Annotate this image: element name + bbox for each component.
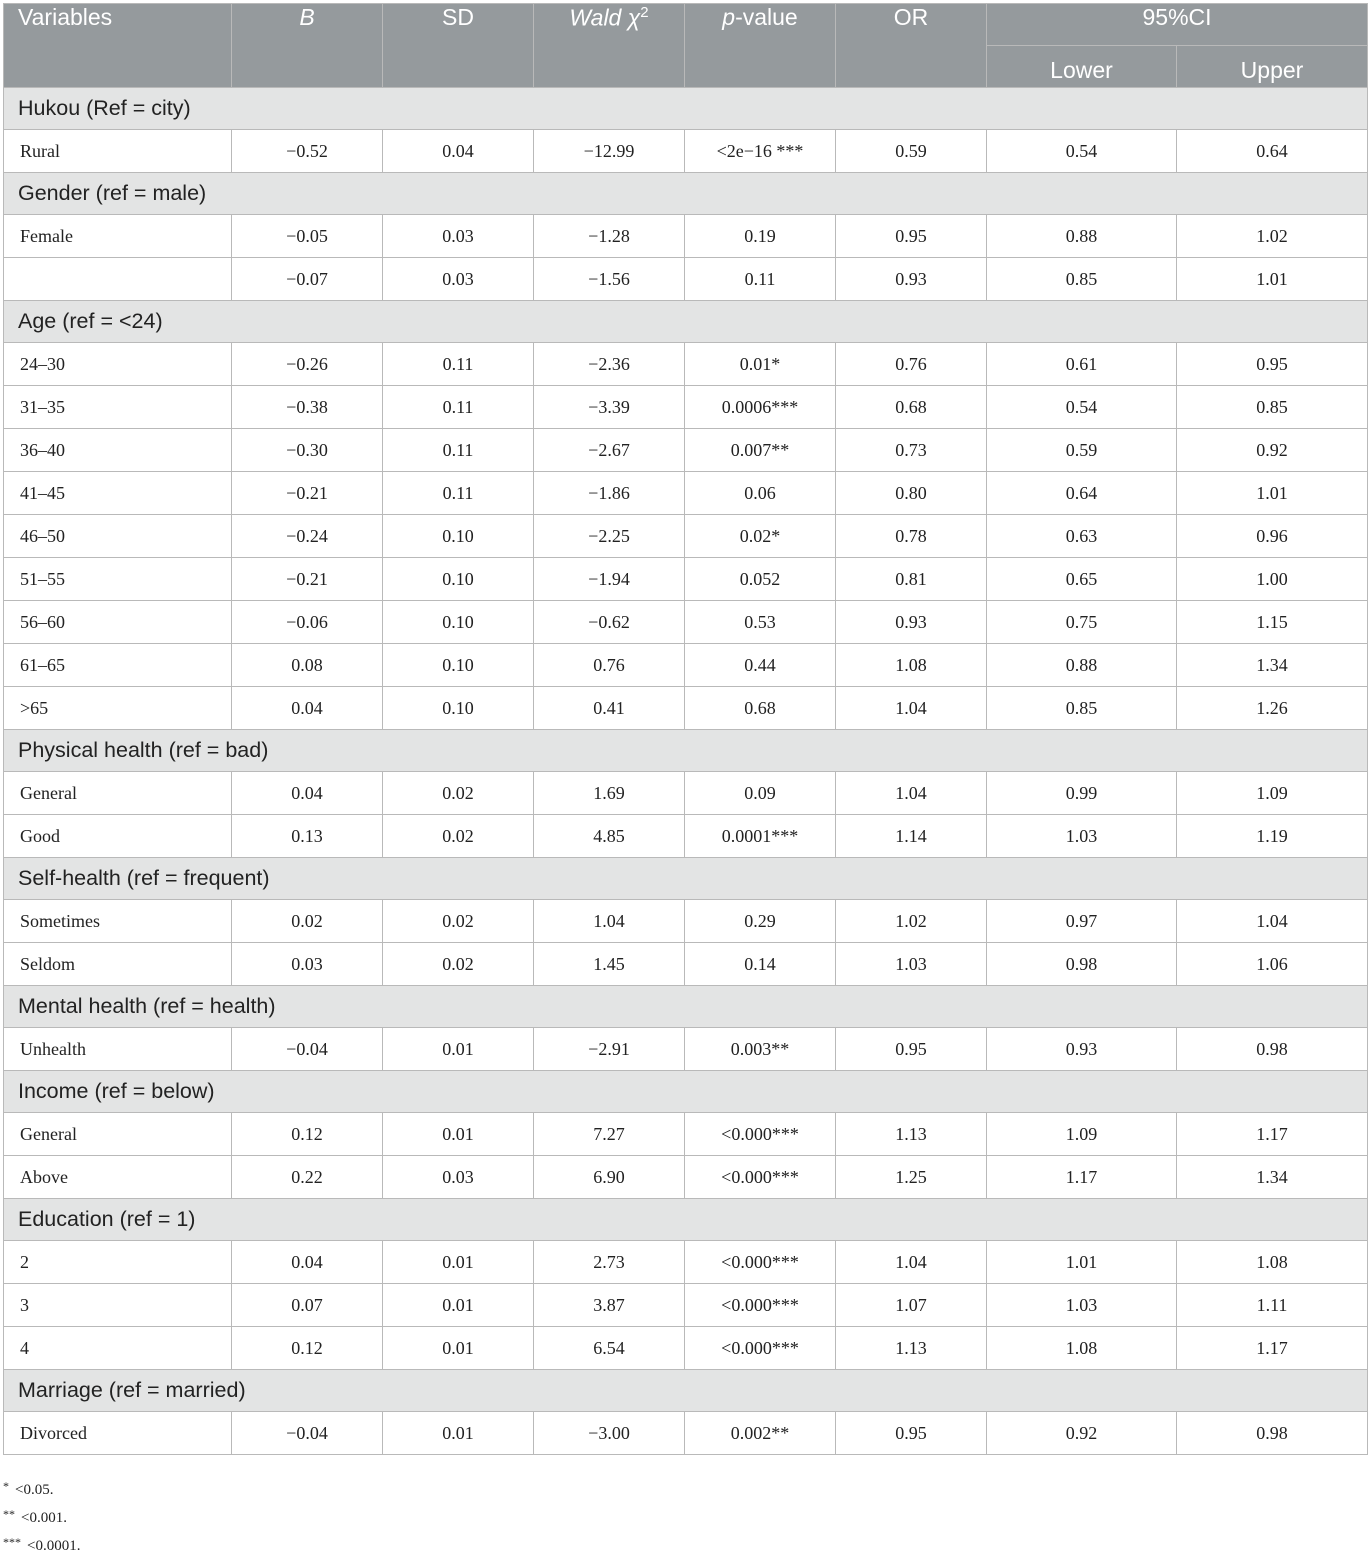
variable-cell: Good [4,815,232,858]
b-cell: −0.21 [232,472,383,515]
p-value-cell: 0.11 [685,258,836,301]
wald-cell: 7.27 [534,1113,685,1156]
ci-lower-cell: 1.03 [987,1284,1177,1327]
or-cell: 0.81 [836,558,987,601]
sd-cell: 0.01 [383,1412,534,1455]
wald-cell: 1.04 [534,900,685,943]
wald-cell: −1.94 [534,558,685,601]
footnote [3,1502,80,1530]
sd-cell: 0.10 [383,644,534,687]
ci-lower-cell: 0.63 [987,515,1177,558]
b-cell: −0.04 [232,1412,383,1455]
ci-lower-cell: 0.85 [987,687,1177,730]
table-row [4,515,1368,558]
or-cell: 1.13 [836,1327,987,1370]
table-row [4,386,1368,429]
footnote-mark: ** [3,1507,15,1521]
p-value-cell: <2e−16 *** [685,130,836,173]
ci-upper-cell: 0.92 [1177,429,1368,472]
p-value-cell: <0.000*** [685,1284,836,1327]
wald-cell: −12.99 [534,130,685,173]
p-value-cell: <0.000*** [685,1327,836,1370]
p-value-cell: <0.000*** [685,1156,836,1199]
footnote-text: <0.0001. [27,1538,81,1554]
or-cell: 1.08 [836,644,987,687]
p-value-cell: 0.003** [685,1028,836,1071]
b-cell: −0.52 [232,130,383,173]
p-value-cell: 0.09 [685,772,836,815]
group-title: Mental health (ref = health) [4,986,1368,1028]
or-cell: 1.04 [836,687,987,730]
p-value-cell: 0.007** [685,429,836,472]
variable-cell: 46–50 [4,515,232,558]
ci-lower-cell: 0.54 [987,386,1177,429]
ci-lower-cell: 1.01 [987,1241,1177,1284]
ci-upper-cell: 1.01 [1177,472,1368,515]
ci-lower-cell: 0.61 [987,343,1177,386]
table-row [4,558,1368,601]
group-title: Physical health (ref = bad) [4,730,1368,772]
ci-upper-cell: 1.11 [1177,1284,1368,1327]
ci-lower-cell: 0.93 [987,1028,1177,1071]
or-cell: 0.93 [836,601,987,644]
ci-upper-cell: 1.19 [1177,815,1368,858]
or-cell: 1.02 [836,900,987,943]
ci-upper-cell: 0.64 [1177,130,1368,173]
wald-cell: −2.91 [534,1028,685,1071]
table-row [4,1241,1368,1284]
wald-cell: 0.76 [534,644,685,687]
sd-cell: 0.01 [383,1284,534,1327]
ci-upper-cell: 1.15 [1177,601,1368,644]
wald-cell: −0.62 [534,601,685,644]
sd-cell: 0.03 [383,215,534,258]
table-row [4,1156,1368,1199]
b-cell: 0.04 [232,1241,383,1284]
b-cell: 0.13 [232,815,383,858]
variable-cell: Female [4,215,232,258]
variable-cell: Rural [4,130,232,173]
ci-upper-cell: 0.96 [1177,515,1368,558]
wald-cell: −3.39 [534,386,685,429]
variable-cell: Sometimes [4,900,232,943]
wald-cell: 3.87 [534,1284,685,1327]
wald-cell: 1.69 [534,772,685,815]
group-title: Self-health (ref = frequent) [4,858,1368,900]
variable-cell: Above [4,1156,232,1199]
ci-upper-cell: 0.85 [1177,386,1368,429]
ci-upper-cell: 1.34 [1177,1156,1368,1199]
b-cell: −0.38 [232,386,383,429]
sd-cell: 0.10 [383,601,534,644]
sd-cell: 0.02 [383,943,534,986]
group-header-row [4,986,1368,1028]
or-cell: 1.25 [836,1156,987,1199]
group-title: Education (ref = 1) [4,1199,1368,1241]
wald-cell: −1.28 [534,215,685,258]
ci-lower-cell: 0.92 [987,1412,1177,1455]
p-value-cell: 0.29 [685,900,836,943]
group-title: Age (ref = <24) [4,301,1368,343]
table-body [4,88,1368,1455]
or-cell: 0.68 [836,386,987,429]
wald-cell: −1.56 [534,258,685,301]
ci-lower-cell: 1.09 [987,1113,1177,1156]
b-cell: −0.21 [232,558,383,601]
variable-cell: 61–65 [4,644,232,687]
header-ci: 95%CI [987,4,1368,46]
table-row [4,130,1368,173]
or-cell: 0.93 [836,258,987,301]
b-cell: −0.30 [232,429,383,472]
or-cell: 0.95 [836,1028,987,1071]
b-cell: 0.08 [232,644,383,687]
group-title: Hukou (Ref = city) [4,88,1368,130]
or-cell: 0.73 [836,429,987,472]
b-cell: 0.02 [232,900,383,943]
or-cell: 1.14 [836,815,987,858]
p-value-cell: 0.0006*** [685,386,836,429]
wald-cell: 1.45 [534,943,685,986]
or-cell: 0.76 [836,343,987,386]
table-row [4,215,1368,258]
wald-cell: 4.85 [534,815,685,858]
footnote-text: <0.001. [21,1510,67,1526]
wald-cell: −2.67 [534,429,685,472]
ci-upper-cell: 1.00 [1177,558,1368,601]
ci-upper-cell: 1.06 [1177,943,1368,986]
table-row [4,900,1368,943]
header-wald-label: Wald χ [569,4,641,31]
ci-upper-cell: 1.26 [1177,687,1368,730]
p-value-cell: <0.000*** [685,1241,836,1284]
wald-cell: −2.25 [534,515,685,558]
variable-cell: 4 [4,1327,232,1370]
sd-cell: 0.01 [383,1241,534,1284]
wald-cell: 6.90 [534,1156,685,1199]
variable-cell: >65 [4,687,232,730]
b-cell: −0.24 [232,515,383,558]
header-p-italic: p [722,4,736,30]
ci-upper-cell: 0.98 [1177,1028,1368,1071]
footnote [3,1474,80,1502]
sd-cell: 0.03 [383,258,534,301]
wald-cell: −3.00 [534,1412,685,1455]
or-cell: 1.04 [836,1241,987,1284]
sd-cell: 0.11 [383,386,534,429]
header-p-value [685,4,836,88]
footnote-mark: *** [3,1535,21,1549]
ci-lower-cell: 0.98 [987,943,1177,986]
ci-upper-cell: 1.09 [1177,772,1368,815]
b-cell: 0.03 [232,943,383,986]
wald-cell: 2.73 [534,1241,685,1284]
b-cell: 0.04 [232,772,383,815]
ci-upper-cell: 1.04 [1177,900,1368,943]
sd-cell: 0.04 [383,130,534,173]
wald-cell: 0.41 [534,687,685,730]
header-b: B [232,4,383,88]
p-value-cell: 0.68 [685,687,836,730]
or-cell: 0.95 [836,1412,987,1455]
ci-upper-cell: 0.95 [1177,343,1368,386]
regression-table [3,3,1368,1455]
p-value-cell: 0.052 [685,558,836,601]
variable-cell: 56–60 [4,601,232,644]
sd-cell: 0.01 [383,1028,534,1071]
header-upper: Upper [1177,46,1368,88]
sd-cell: 0.02 [383,772,534,815]
group-header-row [4,173,1368,215]
group-header-row [4,858,1368,900]
variable-cell: 41–45 [4,472,232,515]
or-cell: 1.03 [836,943,987,986]
table-row [4,472,1368,515]
ci-lower-cell: 0.75 [987,601,1177,644]
ci-lower-cell: 0.54 [987,130,1177,173]
table-row [4,258,1368,301]
sd-cell: 0.11 [383,472,534,515]
b-cell: −0.07 [232,258,383,301]
ci-upper-cell: 1.34 [1177,644,1368,687]
wald-cell: −1.86 [534,472,685,515]
table-row [4,644,1368,687]
table-row [4,1412,1368,1455]
group-header-row [4,1199,1368,1241]
table-row [4,943,1368,986]
variable-cell: 36–40 [4,429,232,472]
ci-lower-cell: 0.88 [987,215,1177,258]
or-cell: 1.07 [836,1284,987,1327]
p-value-cell: 0.06 [685,472,836,515]
ci-lower-cell: 1.17 [987,1156,1177,1199]
p-value-cell: <0.000*** [685,1113,836,1156]
sd-cell: 0.10 [383,687,534,730]
variable-cell: 2 [4,1241,232,1284]
sd-cell: 0.10 [383,515,534,558]
footnotes [3,1474,80,1558]
variable-cell: Divorced [4,1412,232,1455]
sd-cell: 0.11 [383,429,534,472]
sd-cell: 0.11 [383,343,534,386]
ci-lower-cell: 0.88 [987,644,1177,687]
ci-lower-cell: 0.64 [987,472,1177,515]
table-row [4,429,1368,472]
b-cell: 0.04 [232,687,383,730]
footnote-text: <0.05. [15,1482,54,1498]
sd-cell: 0.01 [383,1113,534,1156]
table-row [4,343,1368,386]
table-row [4,601,1368,644]
group-header-row [4,1071,1368,1113]
p-value-cell: 0.02* [685,515,836,558]
b-cell: 0.12 [232,1113,383,1156]
b-cell: 0.07 [232,1284,383,1327]
group-title: Gender (ref = male) [4,173,1368,215]
sd-cell: 0.02 [383,900,534,943]
p-value-cell: 0.01* [685,343,836,386]
wald-cell: −2.36 [534,343,685,386]
sd-cell: 0.10 [383,558,534,601]
b-cell: 0.12 [232,1327,383,1370]
ci-lower-cell: 1.08 [987,1327,1177,1370]
p-value-cell: 0.53 [685,601,836,644]
b-cell: −0.04 [232,1028,383,1071]
table-row [4,687,1368,730]
table-row [4,1028,1368,1071]
group-title: Marriage (ref = married) [4,1370,1368,1412]
ci-lower-cell: 0.59 [987,429,1177,472]
footnote-mark: * [3,1479,9,1493]
b-cell: −0.05 [232,215,383,258]
or-cell: 1.04 [836,772,987,815]
header-sd: SD [383,4,534,88]
variable-cell: 3 [4,1284,232,1327]
group-header-row [4,301,1368,343]
header-variables: Variables [4,4,232,88]
header-wald [534,4,685,88]
table-row [4,1327,1368,1370]
or-cell: 0.78 [836,515,987,558]
variable-cell: 31–35 [4,386,232,429]
header-wald-sup: 2 [640,4,649,21]
ci-upper-cell: 1.01 [1177,258,1368,301]
ci-upper-cell: 1.08 [1177,1241,1368,1284]
header-or: OR [836,4,987,88]
p-value-cell: 0.14 [685,943,836,986]
table-row [4,772,1368,815]
ci-lower-cell: 0.99 [987,772,1177,815]
variable-cell: 51–55 [4,558,232,601]
wald-cell: 6.54 [534,1327,685,1370]
ci-lower-cell: 0.97 [987,900,1177,943]
group-title: Income (ref = below) [4,1071,1368,1113]
ci-upper-cell: 1.17 [1177,1327,1368,1370]
header-lower: Lower [987,46,1177,88]
sd-cell: 0.03 [383,1156,534,1199]
header-p-rest: -value [735,4,798,30]
variable-cell: Unhealth [4,1028,232,1071]
or-cell: 0.59 [836,130,987,173]
ci-lower-cell: 1.03 [987,815,1177,858]
p-value-cell: 0.19 [685,215,836,258]
variable-cell [4,258,232,301]
group-header-row [4,88,1368,130]
table-row [4,1284,1368,1327]
p-value-cell: 0.0001*** [685,815,836,858]
p-value-cell: 0.44 [685,644,836,687]
ci-upper-cell: 0.98 [1177,1412,1368,1455]
group-header-row [4,730,1368,772]
ci-lower-cell: 0.65 [987,558,1177,601]
ci-lower-cell: 0.85 [987,258,1177,301]
regression-table-container [3,3,1367,1455]
or-cell: 1.13 [836,1113,987,1156]
sd-cell: 0.01 [383,1327,534,1370]
table-row [4,1113,1368,1156]
table-row [4,815,1368,858]
or-cell: 0.80 [836,472,987,515]
variable-cell: 24–30 [4,343,232,386]
p-value-cell: 0.002** [685,1412,836,1455]
footnote [3,1530,80,1558]
or-cell: 0.95 [836,215,987,258]
b-cell: −0.06 [232,601,383,644]
b-cell: 0.22 [232,1156,383,1199]
sd-cell: 0.02 [383,815,534,858]
ci-upper-cell: 1.02 [1177,215,1368,258]
variable-cell: General [4,772,232,815]
variable-cell: General [4,1113,232,1156]
group-header-row [4,1370,1368,1412]
ci-upper-cell: 1.17 [1177,1113,1368,1156]
b-cell: −0.26 [232,343,383,386]
variable-cell: Seldom [4,943,232,986]
